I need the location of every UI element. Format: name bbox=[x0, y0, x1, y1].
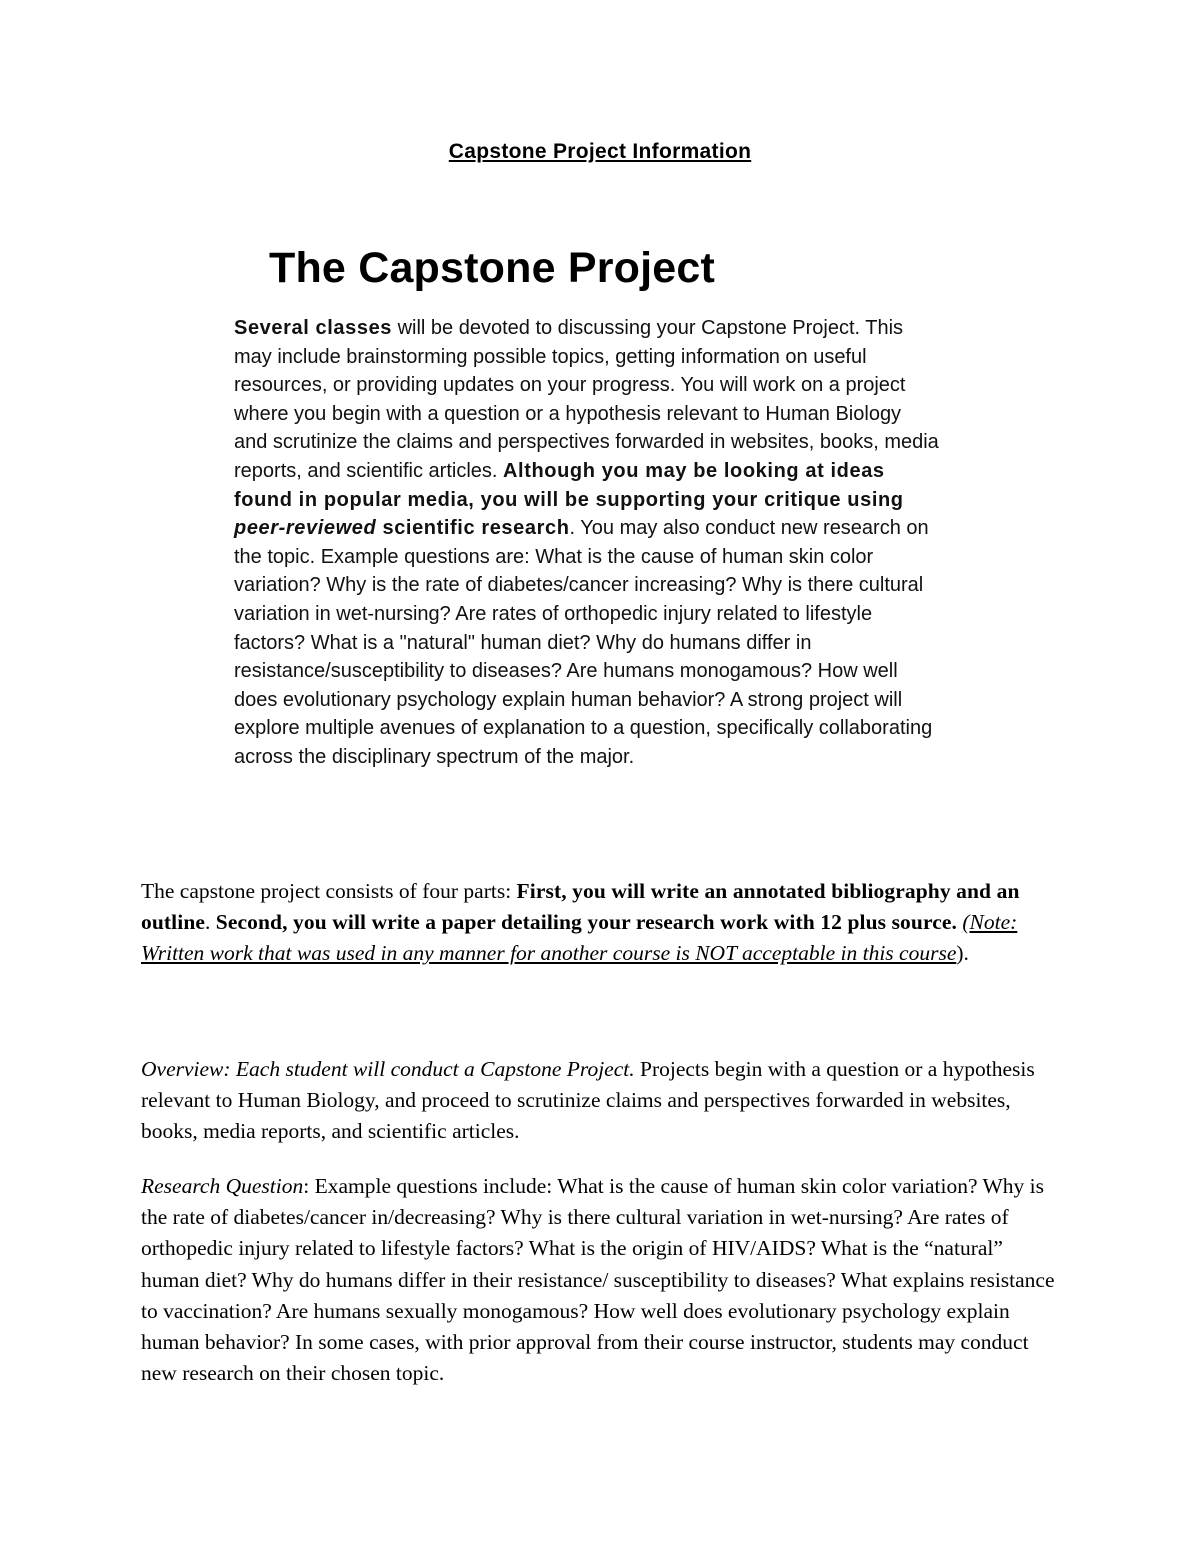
intro-text-2: . You may also conduct new research on the topic. Example questions are: What is the cause of human skin color variation? Why is the rate of diabetes/cancer increasing? Why is there cultural variation in wet-nursing? Are rates of orthopedic injury related to lifestyle factors? What is a "natural" human diet? Why do humans differ in resistance/susceptibility to diseases? Are humans monogamous? How well does evolutionary psychology explain human behavior? A strong project will explore multiple avenues of explanation to a question, specifically collaborating across the disciplinary spectrum of the major. bbox=[234, 517, 933, 768]
research-question-paragraph bbox=[141, 1171, 1066, 1389]
parts-note: (Note: Written work that was used in any manner for another course is NOT acceptable in this course bbox=[141, 910, 1018, 966]
intro-lead-bold: Several classes bbox=[234, 317, 393, 339]
overview-paragraph bbox=[141, 1054, 1066, 1148]
overview-label: Overview: Each student will conduct a Capstone Project. bbox=[141, 1057, 635, 1081]
intro-bold-italic: peer-reviewed bbox=[234, 517, 377, 540]
research-question-label: Research Question bbox=[141, 1174, 304, 1198]
research-question-text: : Example questions include: What is the cause of human skin color variation? Why is the rate of diabetes/cancer in/decreasing? Why is there cultural variation in wet-nursing? Are rates of orthopedic injury related to lifestyle factors? What is the origin of HIV/AIDS? What is the “natural” human diet? Why do humans differ in their resistance/ susceptibility to diseases? What explains resistance to vaccination? Are humans sexually monogamous? How well does evolutionary psychology explain human behavior? In some cases, with prior approval from their course instructor, students may conduct new research on their chosen topic. bbox=[141, 1174, 1055, 1386]
parts-paragraph bbox=[141, 876, 1066, 970]
document-heading: Capstone Project Information bbox=[448, 140, 752, 163]
parts-text-4: ). bbox=[956, 941, 969, 966]
page-title: The Capstone Project bbox=[269, 244, 716, 292]
intro-bold-1: Although you may be looking at ideas found in popular media, you will be supporting your critique using bbox=[234, 459, 904, 511]
intro-bold-2: scientific research bbox=[376, 517, 570, 540]
parts-bold-2: Second, you will write a paper detailing your research work with 12 plus source. bbox=[215, 910, 957, 935]
overview-text: Projects begin with a question or a hypothesis relevant to Human Biology, and proceed to scrutinize claims and perspectives forwarded in websites, books, media reports, and scientific articles. bbox=[141, 1057, 1035, 1144]
parts-bold-1: First, you will write an annotated bibliography and an outline bbox=[141, 879, 1020, 935]
intro-paragraph bbox=[234, 314, 939, 772]
parts-text-1: The capstone project consists of four parts: bbox=[141, 879, 517, 903]
parts-text-2: . bbox=[205, 910, 216, 935]
intro-text-1: will be devoted to discussing your Capstone Project. This may include brainstorming possible topics, getting information on useful resources, or providing updates on your progress. You will work on a project where you begin with a question or a hypothesis relevant to Human Biology and scrutinize the claims and perspectives forwarded in websites, books, media reports, and scientific articles. bbox=[234, 317, 939, 482]
